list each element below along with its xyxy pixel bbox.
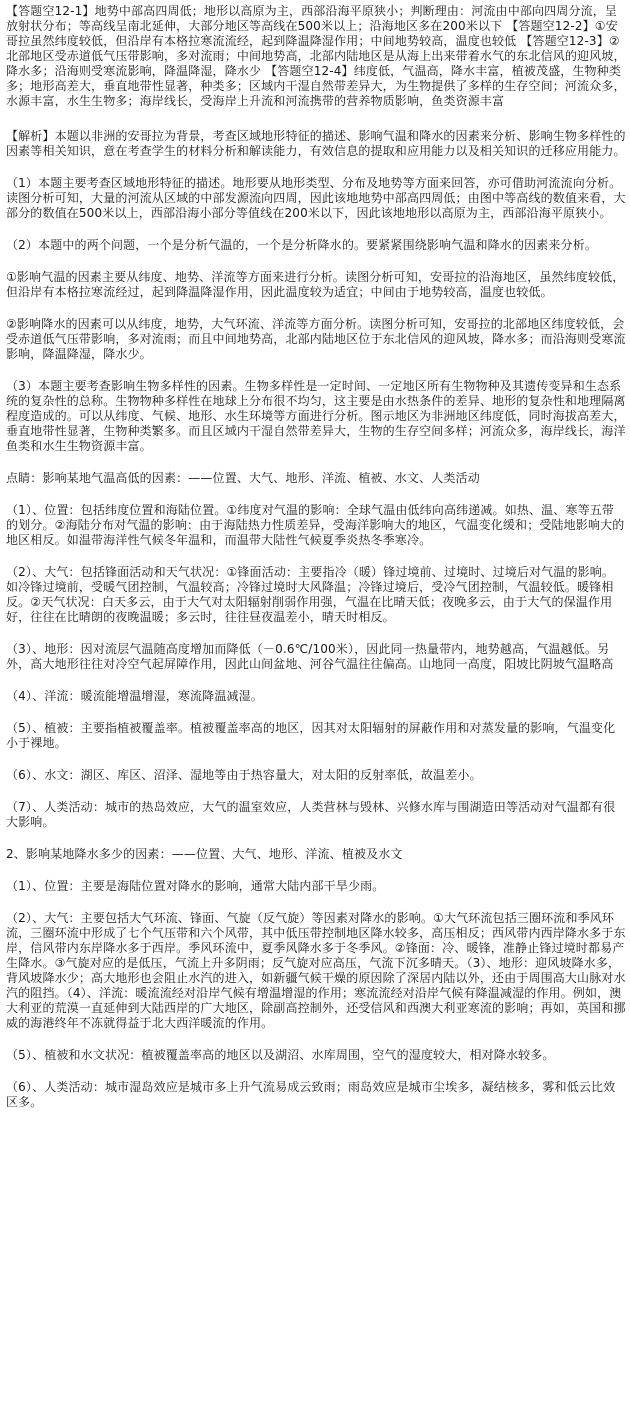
analysis-paragraph-5: （3）本题主要考查影响生物多样性的因素。生物多样性是一定时间、一定地区所有生物物种及其遗传变异和生态系统的复杂性的总称。生物物种多样性在地球上分布很不均匀，这主要是由水热条件的差异、地形的复杂性和地理隔离程度造成的。可以从纬度、气候、地形、水生环境等方面进行分析。图示地区为非洲地区纬度低，同时海拔高差大，垂直地带性显著，生物种类繁多。而且区域内干湿自然带差异大，生物的生存空间多样；河流众多，海岸线长，海洋鱼类和水生生物资源丰富。 — [6, 379, 626, 453]
precip-atmosphere: （2）、大气：主要包括大气环流、锋面、气旋（反气旋）等因素对降水的影响。①大气环流包括三圈环流和季风环流，三圈环流中形成了七个气压带和六个风带，其中低压带控制地区降水较多，高压相反；西风带内西岸降水多于东岸，信风带内东岸降水多于西岸。季风环流中，夏季风降水多于冬季风。②锋面：冷、暖锋，准静止锋过境时都易产生降水。③气旋对应的是低压，气流上升多阴雨；反气旋对应高压，气流下沉多晴天。（3）、地形：迎风坡降水多，背风坡降水少；高大地形也会阻止水汽的进入，如新疆气候干燥的原因除了深居内陆以外，还由于周围高大山脉对水汽的阻挡。（4）、洋流：暖流流经对沿岸气候有增温增湿的作用；寒流流经对沿岸气候有降温减湿的作用。例如，澳大利亚的荒漠一直延伸到大陆西岸的广大地区，除副高控制外，还受信风和西澳大利亚寒流的影响；再如，英国和挪威的海港终年不冻就得益于北大西洋暖流的作用。 — [6, 911, 626, 1030]
precip-human-activity: （6）、人类活动：城市湿岛效应是城市多上升气流易成云致雨；雨岛效应是城市尘埃多，凝结核多，雾和低云比效区多。 — [6, 1080, 616, 1109]
precip-heading: 2、影响某地降水多少的因素：——位置、大气、地形、洋流、植被及水文 — [6, 847, 403, 861]
tips-atmosphere: （2）、大气：包括锋面活动和天气状况：①锋面活动：主要指冷（暖）锋过境前、过境时、过境后对气温的影响。如冷锋过境前，受暖气团控制，气温较高；冷锋过境时大风降温；冷锋过境后，受冷气团控制，气温较低。暖锋相反。②天气状况：白天多云，由于大气对太阳辐射削弱作用强，气温在比晴天低；夜晚多云，由于大气的保温作用好，往往在比晴朗的夜晚温暖；多云时，往往昼夜温差小，晴天时相反。 — [6, 565, 615, 624]
precip-vegetation-hydrology: （5）、植被和水文状况：植被覆盖率高的地区以及湖沼、水库周围，空气的湿度较大，相对降水较多。 — [6, 1048, 555, 1062]
tips-vegetation: （5）、植被：主要指植被覆盖率。植被覆盖率高的地区，因其对太阳辐射的屏蔽作用和对蒸发量的影响，气温变化小于裸地。 — [6, 721, 616, 750]
tips-terrain: （3）、地形：因对流层气温随高度增加而降低（－0.6℃/100米），因此同一热量带内，地势越高，气温越低。另外，高大地形往往对冷空气起屏障作用，因此山间盆地、河谷气温往往偏高。山地同一高度，阳坡比阴坡气温略高 — [6, 642, 614, 671]
tips-position: （1）、位置：包括纬度位置和海陆位置。①纬度对气温的影响：全球气温由低纬向高纬递减。如热、温、寒等五带的划分。②海陆分布对气温的影响：由于海陆热力性质差异，受海洋影响大的地区，气温变化缓和；受陆地影响大的地区相反。如温带海洋性气候冬年温和，而温带大陆性气候夏季炎热冬季寒冷。 — [6, 503, 625, 547]
tips-human-activity: （7）、人类活动：城市的热岛效应，大气的温室效应，人类营林与毁林、兴修水库与围湖造田等活动对气温都有很大影响。 — [6, 800, 616, 829]
analysis-header — [6, 129, 626, 159]
analysis-paragraph-2: （2）本题中的两个问题，一个是分析气温的，一个是分析降水的。要紧紧围绕影响气温和降水的因素来分析。 — [6, 238, 597, 252]
tips-heading: 点睛：影响某地气温高低的因素：——位置、大气、地形、洋流、植被、水文、人类活动 — [6, 471, 480, 485]
analysis-paragraph-1: （1）本题主要考查区域地形特征的描述。地形要从地形类型、分布及地势等方面来回答，亦可借助河流流向分析。读图分析可知，大量的河流从区域的中部发源流向四周，因此该地地势中部高四周低；由图中等高线的数值来看，大部分的数值在500米以上，西部沿海小部分等值线在200米以下，因此该地地形以高原为主，西部沿海平原狭小。 — [6, 176, 626, 220]
answer-block: 【答题空12-1】地势中部高四周低；地形以高原为主，西部沿海平原狭小；判断理由：河流由中部向四周分流，呈放射状分布；等高线呈南北延伸，大部分地区等高线在500米以上；沿海地区多在200米以下 【答题空12-2】①安哥拉虽然纬度较低，但沿岸有本格拉寒流流经，起到降温降湿作用；中间地势较高，温度也较低 【答题空12-3】②北部地区受赤道低气压带影响，多对流雨；中间地势高，北部内陆地区是从海上出来带着水气的东北信风的迎风坡，降水多；沿海则受寒流影响，降温降湿，降水少 【答题空12-4】纬度低，气温高，降水丰富，植被茂盛，生物种类多；地形高差大，垂直地带性显著，种类多；区域内干湿自然带差异大，为生物提供了多样的生存空间；河流众多，水源丰富，水生生物多；海岸线长，受海岸上升流和河流携带的营养物质影响，鱼类资源丰富 — [6, 4, 626, 108]
tips-ocean-current: （4）、洋流：暖流能增温增湿，寒流降温减湿。 — [6, 689, 263, 703]
analysis-label: 【解析】 — [6, 129, 55, 143]
analysis-paragraph-3: ①影响气温的因素主要从纬度、地势、洋流等方面来进行分析。读图分析可知，安哥拉的沿海地区，虽然纬度较低，但沿岸有本格拉寒流经过，起到降温降湿作用，因此温度较为适宜；中间由于地势较高，温度也较低。 — [6, 270, 625, 299]
tips-hydrology: （6）、水文：湖区、库区、沼泽、湿地等由于热容量大，对太阳的反射率低，故温差小。 — [6, 768, 482, 782]
analysis-paragraph-4: ②影响降水的因素可以从纬度，地势，大气环流、洋流等方面分析。读图分析可知，安哥拉的北部地区纬度较低，会受赤道低气压带影响，多对流雨；而且中间地势高，北部内陆地区位于东北信风的迎风坡，降水多；而沿海则受寒流影响，降温降湿，降水少。 — [6, 317, 626, 361]
precip-position: （1）、位置：主要是海陆位置对降水的影响，通常大陆内部干旱少雨。 — [6, 879, 385, 893]
analysis-intro: 本题以非洲的安哥拉为背景，考查区域地形特征的描述、影响气温和降水的因素来分析、影响生物多样性的因素等相关知识，意在考查学生的材料分析和解读能力，有效信息的提取和应用能力以及相关知识的迁移应用能力。 — [6, 129, 626, 158]
